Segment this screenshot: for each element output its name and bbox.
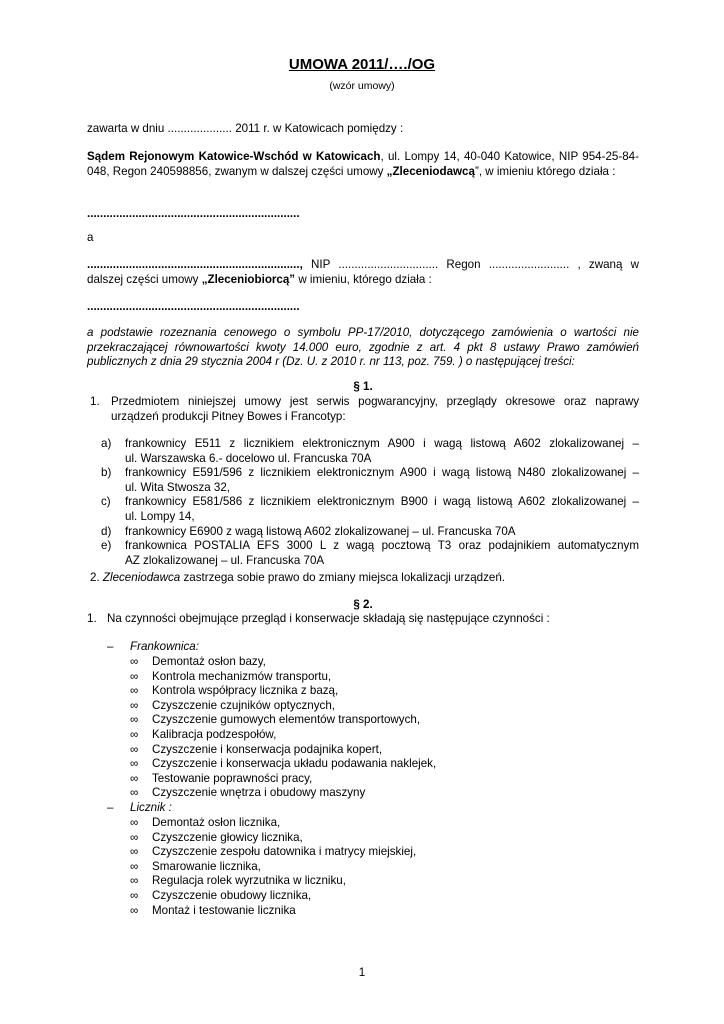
item-label: d) — [101, 524, 112, 538]
point-number: 2. — [90, 571, 100, 584]
list-item — [130, 904, 416, 919]
list-item — [130, 670, 436, 685]
list-item — [130, 831, 416, 846]
item-label: a) — [101, 437, 112, 450]
infinity-bullet-icon: ∞ — [130, 786, 139, 800]
infinity-bullet-icon: ∞ — [130, 684, 139, 698]
task-text: Demontaż osłon bazy, — [152, 655, 266, 668]
infinity-bullet-icon: ∞ — [130, 669, 139, 683]
list-item — [130, 874, 416, 889]
infinity-bullet-icon: ∞ — [130, 816, 139, 829]
group-title: Licznik : — [130, 801, 172, 814]
dash-symbol: – — [107, 640, 114, 653]
item-line1: frankownicy E581/586 z licznikiem elektronicznym B900 i wagą listową A602 zlokalizowanej – — [125, 495, 639, 509]
infinity-bullet-icon: ∞ — [130, 771, 139, 785]
task-text: Montaż i testowanie licznika — [152, 903, 296, 917]
task-text: Czyszczenie zespołu datownika i matrycy miejskiej, — [152, 845, 417, 859]
list-item — [130, 845, 416, 860]
party1-paragraph — [87, 150, 639, 179]
task-text: Kontrola współpracy licznika z bazą, — [152, 684, 339, 698]
section1-point1 — [90, 395, 639, 424]
task-text: Czyszczenie i konserwacja podajnika kopert, — [152, 742, 383, 756]
item-line1: frankownica POSTALIA EFS 3000 L z wagą pocztową T3 oraz podajnikiem automatycznym — [125, 539, 639, 553]
infinity-bullet-icon: ∞ — [130, 903, 139, 917]
list-item — [130, 728, 436, 743]
task-text: Czyszczenie obudowy licznika, — [152, 888, 312, 902]
point-text: Na czynności obejmujące przegląd i konserwacje składają się następujące czynności : — [107, 612, 550, 625]
infinity-bullet-icon: ∞ — [130, 859, 139, 873]
list-item — [130, 713, 436, 728]
point-number: 1. — [87, 612, 97, 625]
party2-text-b: w imieniu, którego działa : — [295, 272, 432, 286]
task-text: Kalibracja podzespołów, — [152, 727, 277, 741]
group-frankownica — [107, 640, 199, 655]
item-line1: frankownicy E511 z licznikiem elektronicznym A900 i wagą listową A602 zlokalizowanej – — [125, 437, 639, 450]
item-line2: ul. Warszawska 6.- docelowo ul. Francuska 70A — [125, 451, 372, 465]
list-item — [130, 655, 436, 670]
task-text: Smarowanie licznika, — [152, 859, 261, 873]
item-label: b) — [101, 466, 112, 480]
document-title: UMOWA 2011/…./OG — [288, 56, 436, 73]
party1-text-b: ”, w imieniu którego działa : — [474, 164, 616, 178]
list-item — [101, 525, 639, 540]
point2-role: Zleceniodawca — [102, 571, 181, 584]
frankownica-tasks — [130, 655, 436, 801]
list-item — [130, 772, 436, 787]
list-item — [130, 816, 416, 831]
section1-point2 — [90, 571, 639, 586]
legal-basis: a podstawie rozeznania cenowego o symbolu PP-17/2010, dotyczącego zamówienia o wartości nie przekraczającej równowartości kwoty 14.000 euro, zgodnie z art. 4 pkt 8 ustawy Prawo zamówień publicznych z dnia 29 stycznia 2004 r (Dz. U. z 2010 r. nr 113, poz. 759. ) o następującej treści: — [87, 326, 639, 369]
page-number: 1 — [358, 966, 366, 979]
task-text: Czyszczenie głowicy licznika, — [152, 830, 303, 844]
item-line2: ul. Wita Stwosza 32, — [125, 480, 231, 494]
task-text: Demontaż osłon licznika, — [152, 816, 281, 829]
section2-point1 — [87, 612, 639, 627]
item-line1: frankownicy E6900 z wagą listową A602 zlokalizowanej – ul. Francuska 70A — [125, 524, 516, 538]
infinity-bullet-icon: ∞ — [130, 742, 139, 756]
party2-paragraph — [87, 258, 639, 287]
party2-role: „Zleceniobiorcą” — [201, 272, 296, 286]
section2-heading: § 2. — [353, 598, 373, 611]
list-item — [130, 684, 436, 699]
dash-symbol: – — [107, 801, 114, 814]
infinity-bullet-icon: ∞ — [130, 727, 139, 741]
group-licznik — [107, 801, 172, 816]
list-item — [130, 786, 436, 801]
licznik-tasks — [130, 816, 416, 918]
party1-text-a: , ul. Lompy 14, 40-040 Katowice, NIP 954-25-84-048, Regon 240598856, zwanym w dalszej części umowy — [87, 150, 639, 178]
infinity-bullet-icon: ∞ — [130, 655, 139, 668]
point-number: 1. — [90, 395, 100, 408]
and-connector: a — [87, 231, 94, 244]
item-line2: ul. Lompy 14, — [125, 509, 195, 523]
task-text: Czyszczenie czujników optycznych, — [152, 698, 335, 712]
list-item — [130, 860, 416, 875]
signatory2-dots: .................................................................. — [87, 300, 300, 313]
item-label: c) — [101, 495, 111, 509]
infinity-bullet-icon: ∞ — [130, 874, 139, 888]
party1-role: „Zleceniodawcą — [386, 164, 475, 178]
party2-dots: .................................................................., — [87, 258, 303, 271]
list-item — [130, 889, 416, 904]
task-text: Regulacja rolek wyrzutnika w liczniku, — [152, 874, 346, 888]
section1-heading: § 1. — [353, 380, 373, 393]
infinity-bullet-icon: ∞ — [130, 757, 139, 771]
signatory1-dots: .................................................................. — [87, 207, 300, 220]
item-line2: AZ zlokalizowanej – ul. Francuska 70A — [125, 553, 325, 567]
device-list — [101, 437, 639, 568]
list-item — [101, 437, 639, 466]
infinity-bullet-icon: ∞ — [130, 888, 139, 902]
point2-text: zastrzega sobie prawo do zmiany miejsca lokalizacji urządzeń. — [180, 571, 506, 584]
infinity-bullet-icon: ∞ — [130, 845, 139, 859]
task-text: Czyszczenie i konserwacja układu podawania naklejek, — [152, 757, 437, 771]
item-label: e) — [101, 539, 112, 553]
party2-text-a: NIP ............................... Regon ......................... , zwaną w dalszej części umowy — [87, 258, 639, 286]
infinity-bullet-icon: ∞ — [130, 830, 139, 844]
point-text: Przedmiotem niniejszej umowy jest serwis pogwarancyjny, przeglądy okresowe oraz naprawy urządzeń produkcji Pitney Bowes i Francotyp: — [111, 395, 639, 423]
list-item — [101, 539, 639, 568]
list-item — [101, 495, 639, 524]
document-subtitle: (wzór umowy) — [329, 80, 395, 92]
task-text: Kontrola mechanizmów transportu, — [152, 669, 332, 683]
list-item — [130, 699, 436, 714]
list-item — [130, 757, 436, 772]
item-line1: frankownicy E591/596 z licznikiem elektronicznym A900 i wagą listową N480 zlokalizowanej – — [125, 466, 639, 480]
task-text: Czyszczenie gumowych elementów transportowych, — [152, 713, 421, 727]
task-text: Czyszczenie wnętrza i obudowy maszyny — [152, 786, 366, 800]
party1-name: Sądem Rejonowym Katowice-Wschód w Katowicach — [87, 150, 381, 163]
infinity-bullet-icon: ∞ — [130, 698, 139, 712]
intro-line: zawarta w dniu .................... 2011 r. w Katowicach pomiędzy : — [87, 122, 404, 135]
infinity-bullet-icon: ∞ — [130, 713, 139, 727]
list-item — [101, 466, 639, 495]
group-title: Frankownica: — [130, 640, 199, 653]
list-item — [130, 743, 436, 758]
task-text: Testowanie poprawności pracy, — [152, 771, 313, 785]
